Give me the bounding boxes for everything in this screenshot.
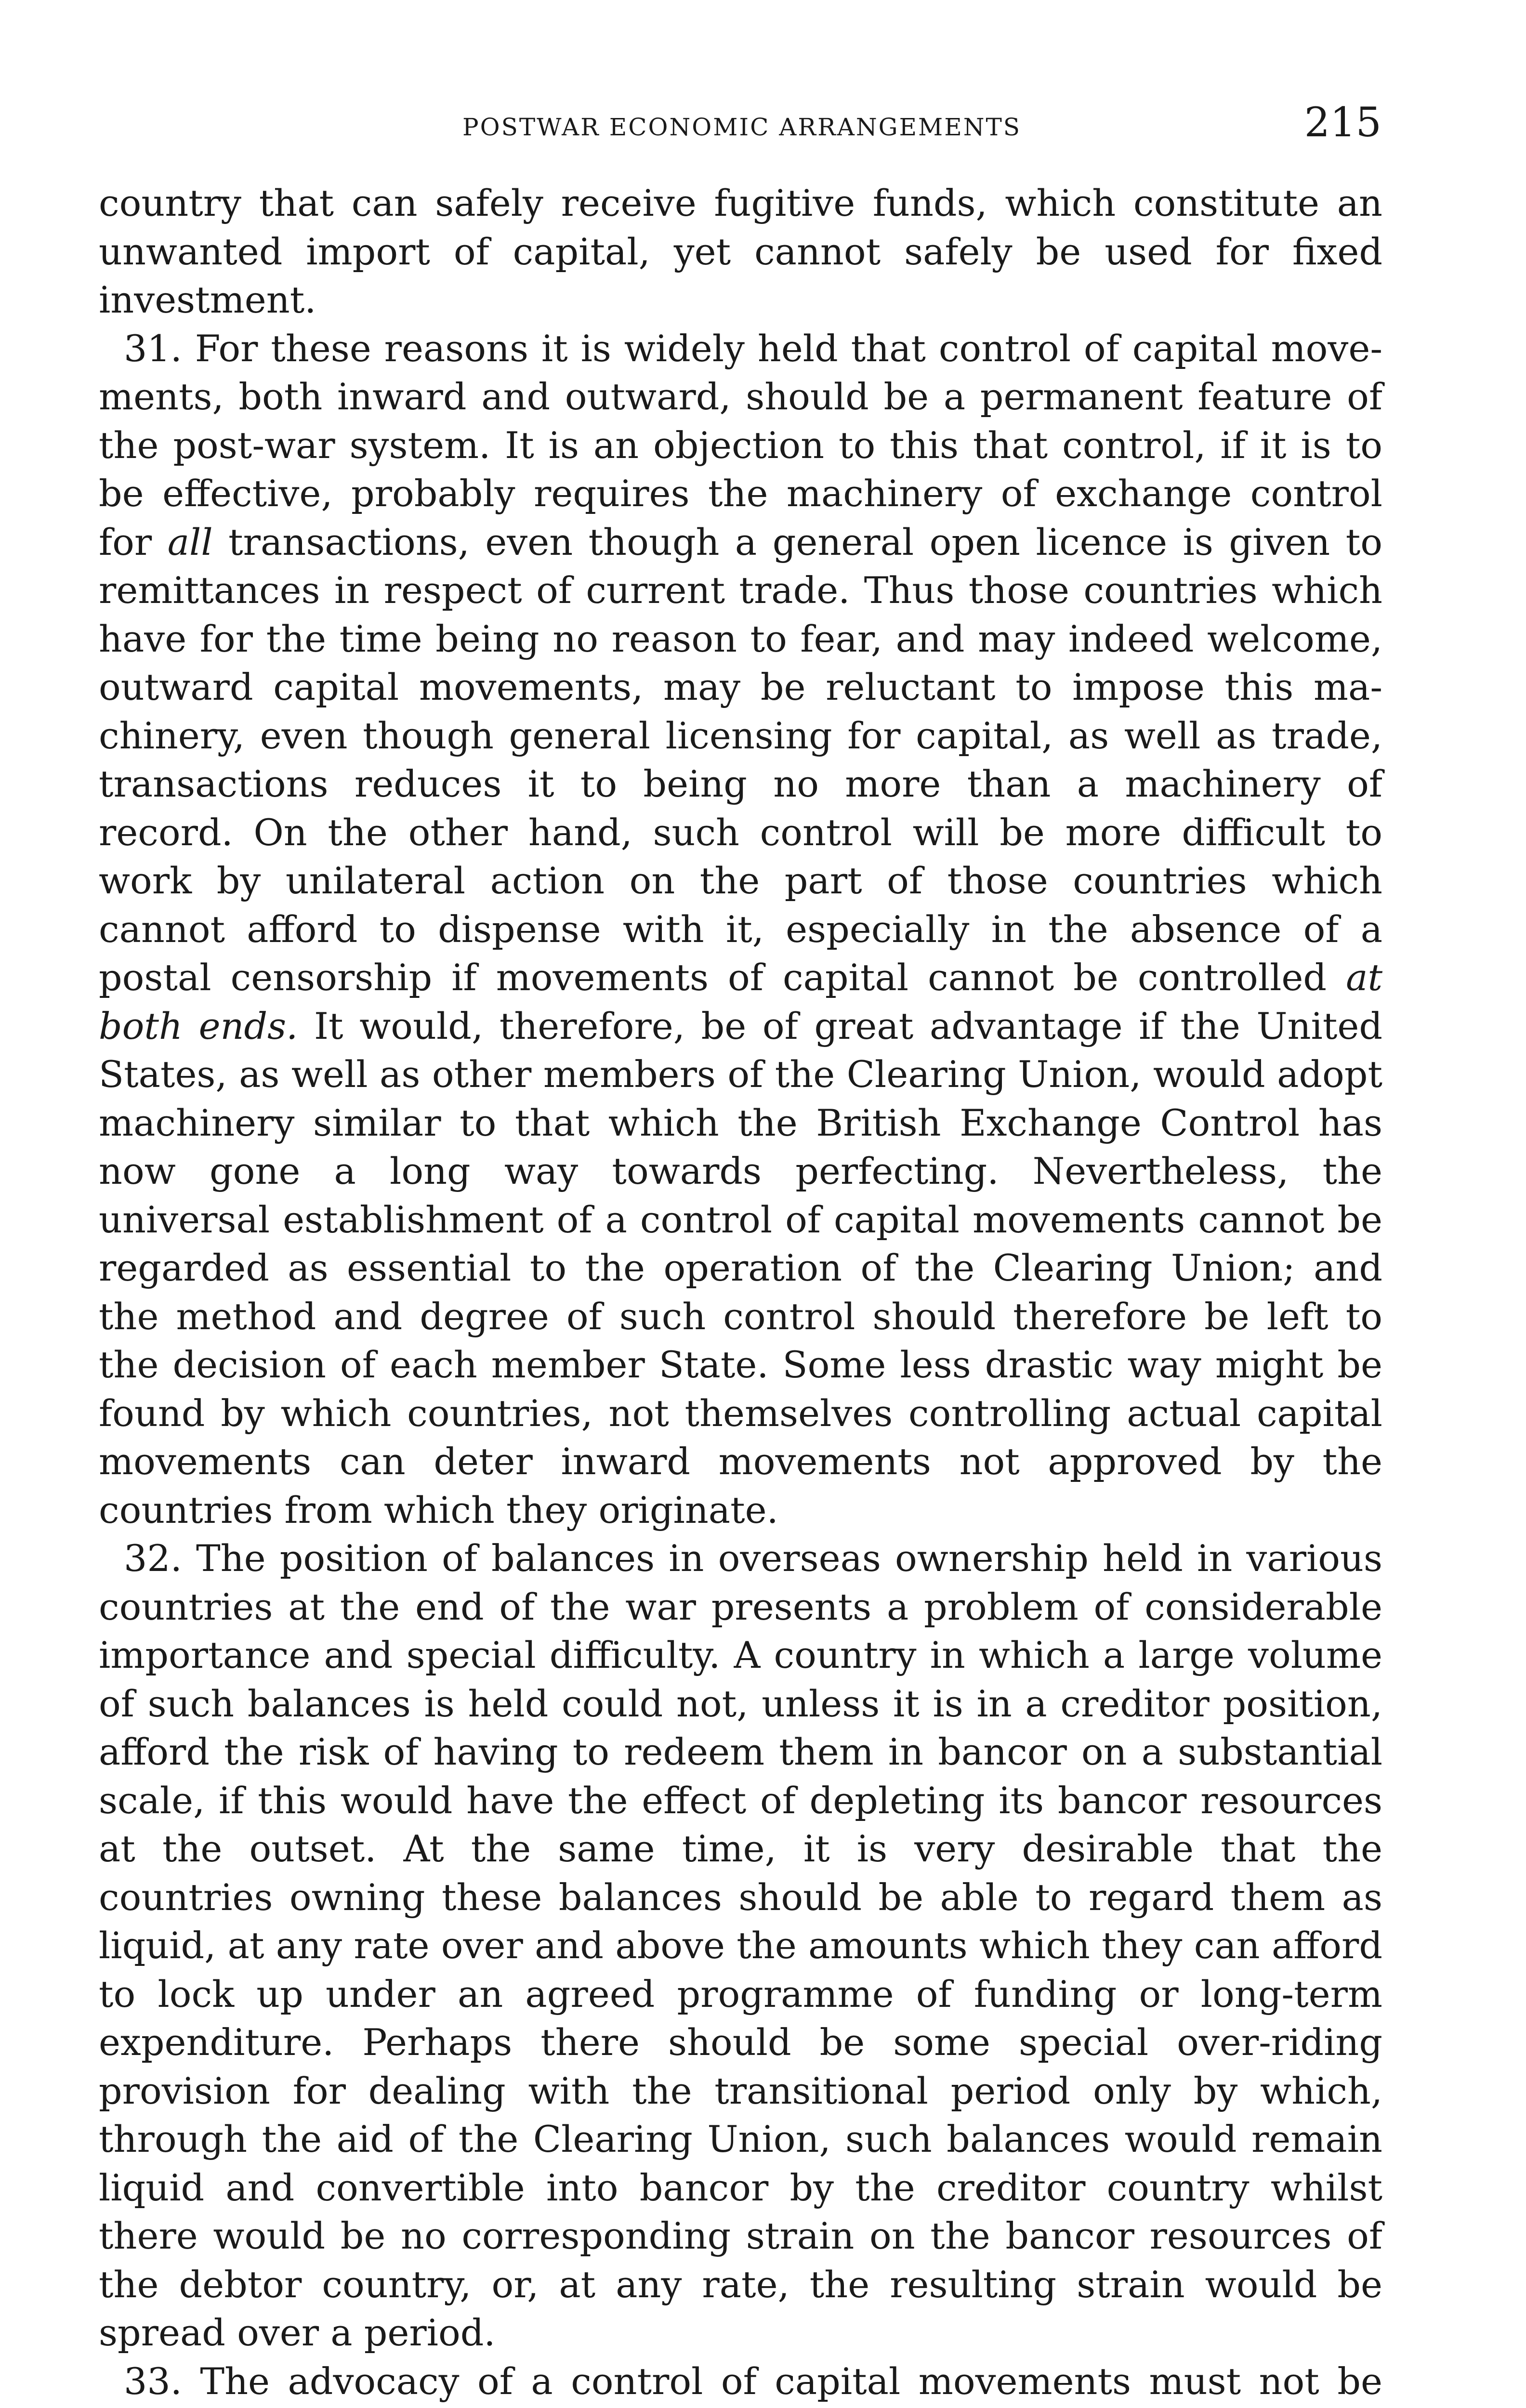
paragraph-text: The advocacy of a control of capital movements must not be <box>200 2359 1382 2403</box>
paragraph-continued <box>99 179 1382 325</box>
paragraph-text: country that can safely receive fugitive funds, which constitute an unwanted import of capital, yet cannot safely be used for fixed investment. <box>99 182 1382 321</box>
paragraph-32 <box>99 1534 1382 2357</box>
paragraph-text: The position of balances in overseas ownership held in various countries at the end of the war presents a problem of considerable importance and special difficulty. A country in which a large volume of such balances is held could not, unless it is in a creditor position, afford the risk of having to redeem them in bancor on a substantial scale, if this would have the effect of depleting its bancor resources at the outset. At the same time, it is very desirable that the countries owning these balances should be able to regard them as liquid, at any rate over and above the amounts which they can afford to lock up under an agreed programme of funding or long-term expenditure. Perhaps there should be some special over-riding provision for dealing with the transitional period only by which, through the aid of the Clearing Union, such balances would remain liquid and convertible into bancor by the creditor country whilst there would be no corresponding strain on the bancor resources of the debtor country, or, at any rate, the resulting strain would be spread over a period. <box>99 1537 1382 2354</box>
page-number: 215 <box>1304 99 1381 146</box>
paragraph-number: 33. <box>124 2359 182 2403</box>
paragraph-text-part-3: It would, therefore, be of great advantage if the United States, as well as other members of the Clearing Union, would adopt machinery similar to that which the British Exchange Control has now gone a long way towards perfecting. Nevertheless, the universal establishment of a control of capital movements cannot be regarded as essential to the operation of the Clearing Union; and the method and degree of such control should therefore be left to the decision of each member State. Some less drastic way might be found by which countries, not themselves controlling actual capital movements can deter inward movements not approved by the countries from which they originate. <box>99 1004 1382 1531</box>
paragraph-number: 32. <box>124 1537 182 1580</box>
paragraph-text-part-2: transactions, even though a general open licence is given to remittances in respect of current trade. Thus those countries which have for the time being no reason to fear, and may indeed welcome, outward capital movements, may be reluctant to impose this machinery, even though general licensing for capital, as well as trade, transactions reduces it to being no more than a machinery of record. On the other hand, such control will be more difficult to work by unilateral action on the part of those countries which cannot afford to dispense with it, especially in the absence of a postal censorship if movements of capital cannot be controlled <box>99 520 1382 999</box>
paragraph-text-part-1: For these reasons it is widely held that control of capital movements, both inward and outward, should be a permanent feature of the post-war system. It is an objection to this that control, if it is to be effective, probably requires the machinery of exchange control for <box>99 327 1382 563</box>
paragraph-33 <box>99 2357 1382 2408</box>
paragraph-number: 31. <box>124 327 182 370</box>
running-head: POSTWAR ECONOMIC ARRANGEMENTS <box>462 113 1022 141</box>
body-text <box>99 179 1382 2408</box>
emphasis-all: all <box>167 520 213 563</box>
paragraph-31 <box>99 325 1382 1535</box>
page-header <box>102 99 1381 157</box>
emphasis-at-both-ends: at both ends. <box>99 956 1382 1047</box>
